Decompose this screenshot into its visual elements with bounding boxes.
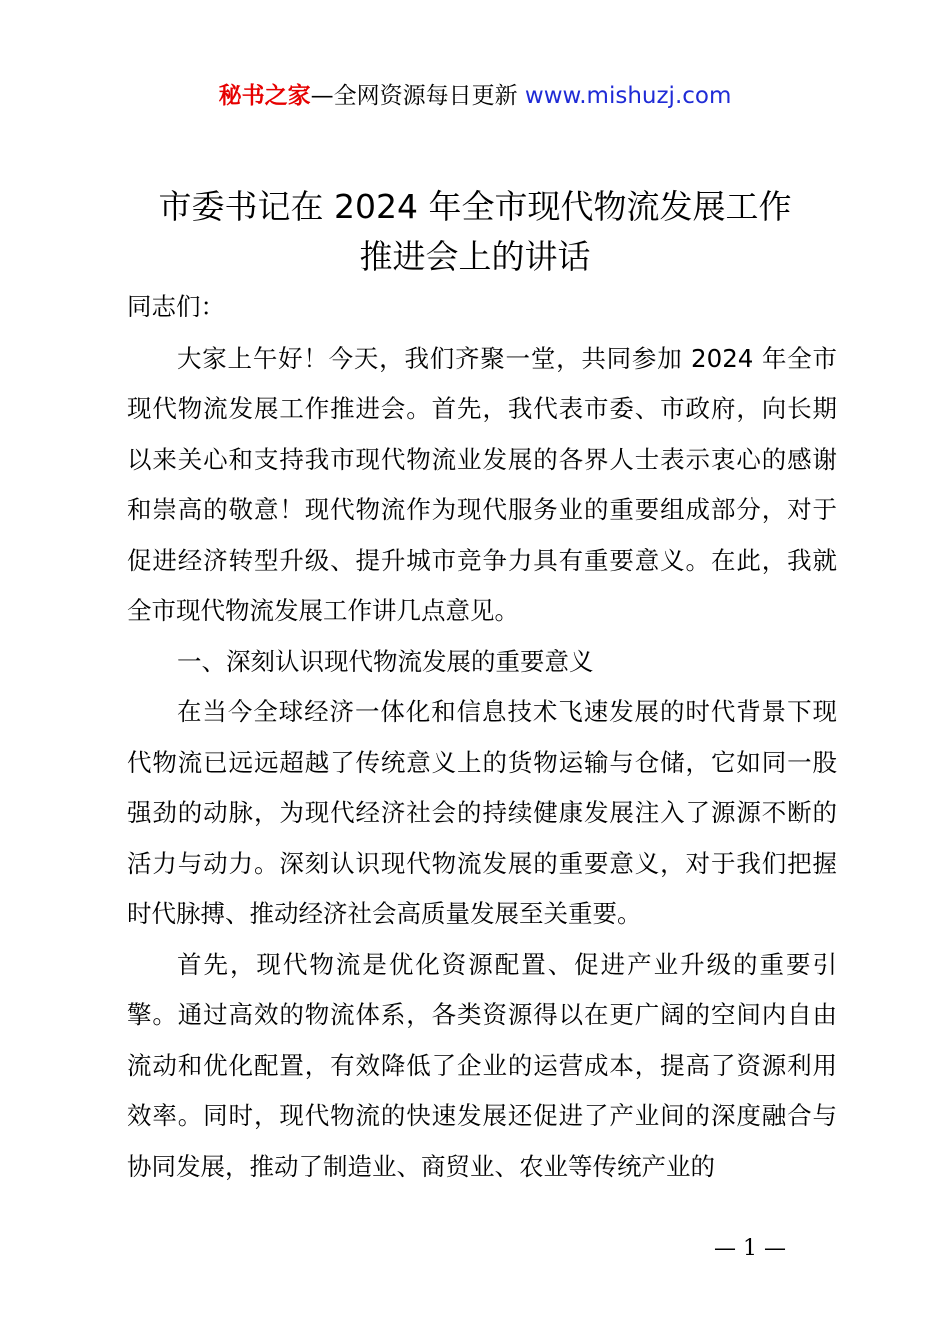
site-header xyxy=(0,78,950,114)
salutation: 同志们： xyxy=(127,292,225,321)
section-heading-1: 一、深刻认识现代物流发展的重要意义 xyxy=(177,646,594,676)
document-body xyxy=(127,282,837,1192)
paragraph-intro: 大家上午好！今天，我们齐聚一堂，共同参加 2024 年全市现代物流发展工作推进会。首先，我代表市委、市政府，向长期以来关心和支持我市现代物流业发展的各界人士表示衷心的感谢和崇高的敬意！现代物流作为现代服务业的重要组成部分，对于促进经济转型升级、提升城市竞争力具有重要意义。在此，我就全市现代物流发展工作讲几点意见。 xyxy=(127,343,837,625)
title-line-2: 推进会上的讲话 xyxy=(359,237,591,276)
site-brand: 秘书之家 xyxy=(218,83,311,109)
site-url-link[interactable]: www.mishuzj.com xyxy=(524,83,732,109)
site-tagline: —全网资源每日更新 xyxy=(310,83,525,109)
document-title xyxy=(100,182,850,282)
paragraph-first-point: 首先，现代物流是优化资源配置、促进产业升级的重要引擎。通过高效的物流体系，各类资源得以在更广阔的空间内自由流动和优化配置，有效降低了企业的运营成本，提高了资源利用效率。同时，现代物流的快速发展还促进了产业间的深度融合与协同发展，推动了制造业、商贸业、农业等传统产业的 xyxy=(127,949,837,1181)
title-line-1: 市委书记在 2024 年全市现代物流发展工作 xyxy=(158,187,792,226)
page-number: — 1 — xyxy=(714,1236,786,1261)
paragraph-background: 在当今全球经济一体化和信息技术飞速发展的时代背景下现代物流已远远超越了传统意义上的货物运输与仓储，它如同一股强劲的动脉，为现代经济社会的持续健康发展注入了源源不断的活力与动力。深刻认识现代物流发展的重要意义，对于我们把握时代脉搏、推动经济社会高质量发展至关重要。 xyxy=(127,697,837,928)
